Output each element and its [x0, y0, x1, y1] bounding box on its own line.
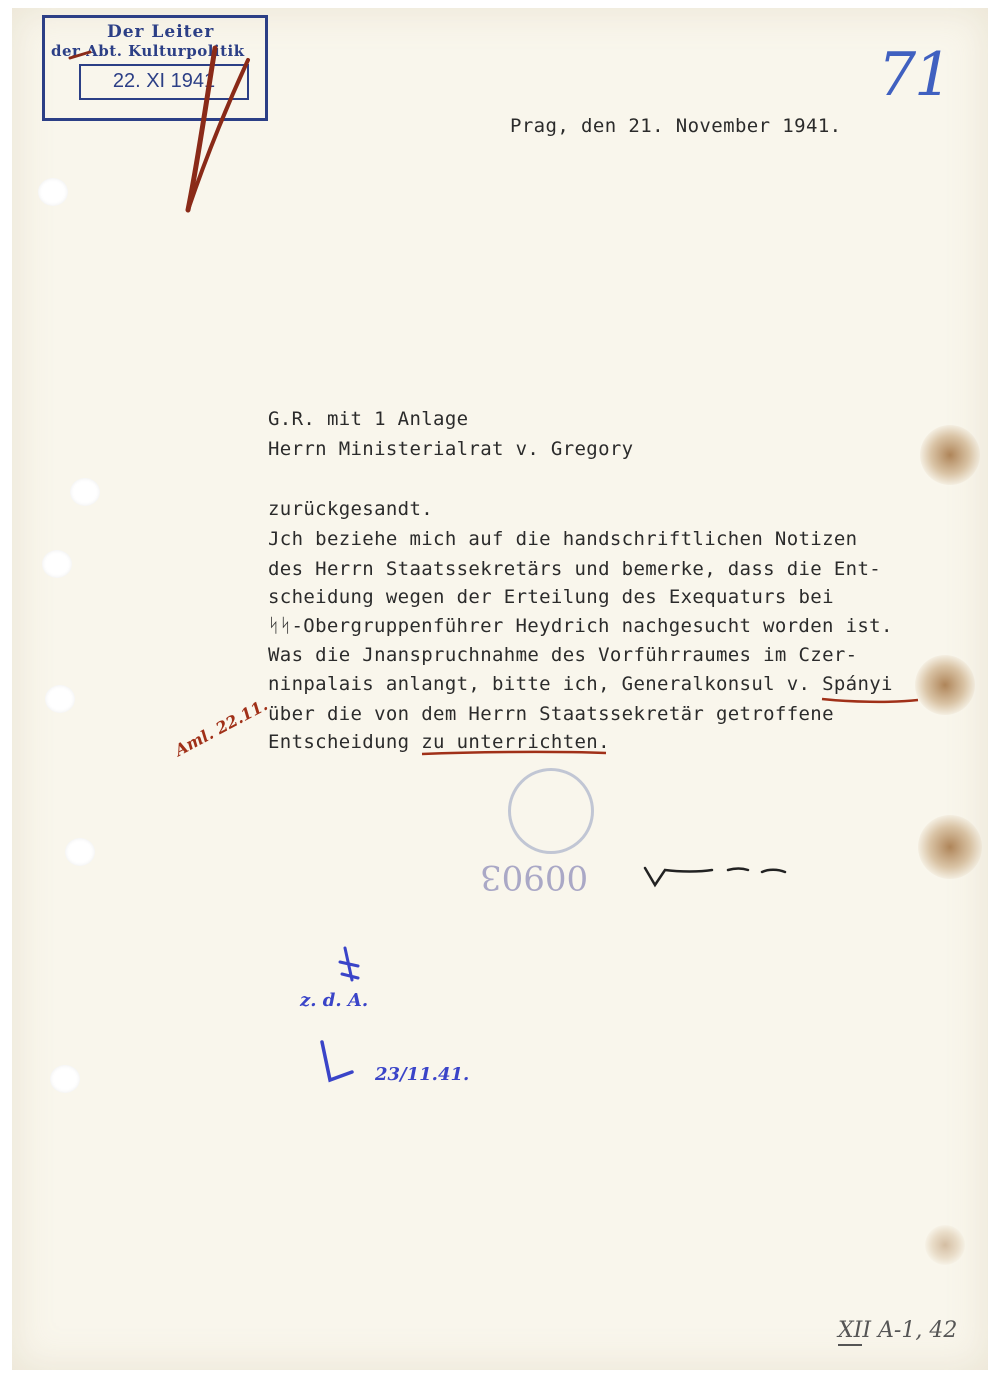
letter-line: über die von dem Herrn Staatssekretär getroffene [268, 703, 834, 725]
letter-line: Was die Jnanspruchnahme des Vorführraumes im Czer- [268, 644, 858, 666]
blue-mark-stroke [322, 1042, 352, 1080]
letter-line: scheidung wegen der Erteilung des Exequaturs bei [268, 586, 834, 608]
signature-stroke [645, 868, 785, 885]
letter-line: des Herrn Staatssekretärs und bemerke, dass die Ent- [268, 558, 882, 580]
blue-pencil-note: z. d. A. [300, 990, 369, 1011]
red-underline [422, 752, 606, 754]
letter-line: zurückgesandt. [268, 498, 434, 520]
red-pencil-note: Aml. 22.11. [171, 695, 271, 760]
seal-number: 00903 [480, 857, 589, 897]
red-slash-stroke [188, 60, 248, 210]
letter-line: Jch beziehe mich auf die handschriftlichen Notizen [268, 528, 858, 550]
stamp-date: 22. XI 1941 [112, 70, 216, 92]
letter-line: ᛋᛋ-Obergruppenführer Heydrich nachgesucht worden ist. [268, 615, 893, 637]
blue-mark-stroke [340, 948, 358, 980]
red-slash-stroke [70, 52, 90, 58]
letter-line: Entscheidung zu unterrichten. [268, 731, 610, 753]
red-slash-stroke [188, 48, 215, 210]
red-underline [822, 699, 918, 702]
date-line: Prag, den 21. November 1941. [510, 115, 842, 137]
page-number: 71 [878, 40, 951, 110]
letter-line: ninpalais anlangt, bitte ich, Generalkonsul v. Spányi [268, 673, 893, 695]
archive-reference: XII A-1, 42 [838, 1318, 958, 1343]
letter-line: Herrn Ministerialrat v. Gregory [268, 438, 634, 460]
letter-line: G.R. mit 1 Anlage [268, 408, 469, 430]
stamp-title: Der Leiter [107, 22, 215, 42]
stamp-department: der Abt. Kulturpolitik [51, 42, 245, 60]
blue-pencil-date: 23/11.41. [375, 1064, 470, 1085]
